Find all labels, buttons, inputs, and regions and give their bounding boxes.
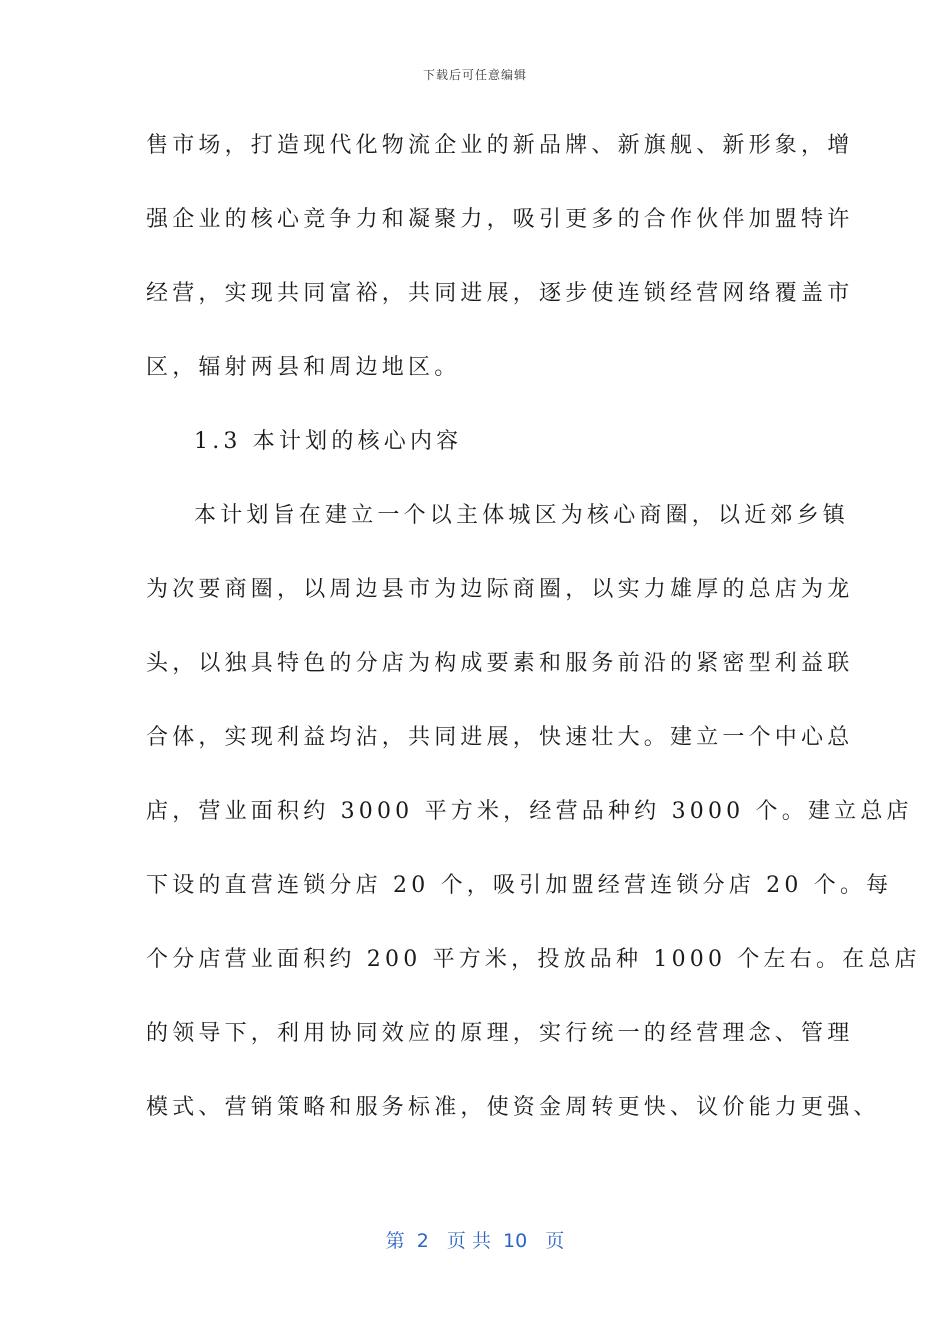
document-body — [146, 124, 921, 1160]
section-heading: 1.3 本计划的核心内容 — [194, 429, 463, 454]
page-header-note: 下载后可任意编辑 — [422, 68, 527, 82]
paragraph-line: 个分店营业面积约 200 平方米，投放品种 1000 个左右。在总店 — [146, 947, 921, 972]
paragraph-line: 模式、营销策略和服务标准，使资金周转更快、议价能力更强、 — [146, 1095, 880, 1120]
paragraph-line: 店，营业面积约 3000 平方米，经营品种约 3000 个。建立总店 — [146, 799, 913, 824]
paragraph-line: 下设的直营连锁分店 20 个，吸引加盟经营连锁分店 20 个。每 — [146, 873, 893, 898]
paragraph-line: 售市场，打造现代化物流企业的新品牌、新旗舰、新形象，增 — [146, 133, 854, 158]
page-number-footer: 第 2 页 共 10 页 — [385, 1230, 565, 1252]
paragraph-line: 的领导下，利用协同效应的原理，实行统一的经营理念、管理 — [146, 1021, 854, 1046]
paragraph-line: 合体，实现利益均沾，共同进展，快速壮大。建立一个中心总 — [146, 725, 854, 750]
paragraph-line: 本计划旨在建立一个以主体城区为核心商圈，以近郊乡镇 — [194, 503, 850, 528]
paragraph-line: 强企业的核心竞争力和凝聚力，吸引更多的合作伙伴加盟特许 — [146, 207, 854, 232]
paragraph-line: 区，辐射两县和周边地区。 — [146, 355, 461, 380]
paragraph-line: 为次要商圈，以周边县市为边际商圈，以实力雄厚的总店为龙 — [146, 577, 854, 602]
paragraph-line: 头，以独具特色的分店为构成要素和服务前沿的紧密型利益联 — [146, 651, 854, 676]
paragraph-line: 经营，实现共同富裕，共同进展，逐步使连锁经营网络覆盖市 — [146, 281, 854, 306]
